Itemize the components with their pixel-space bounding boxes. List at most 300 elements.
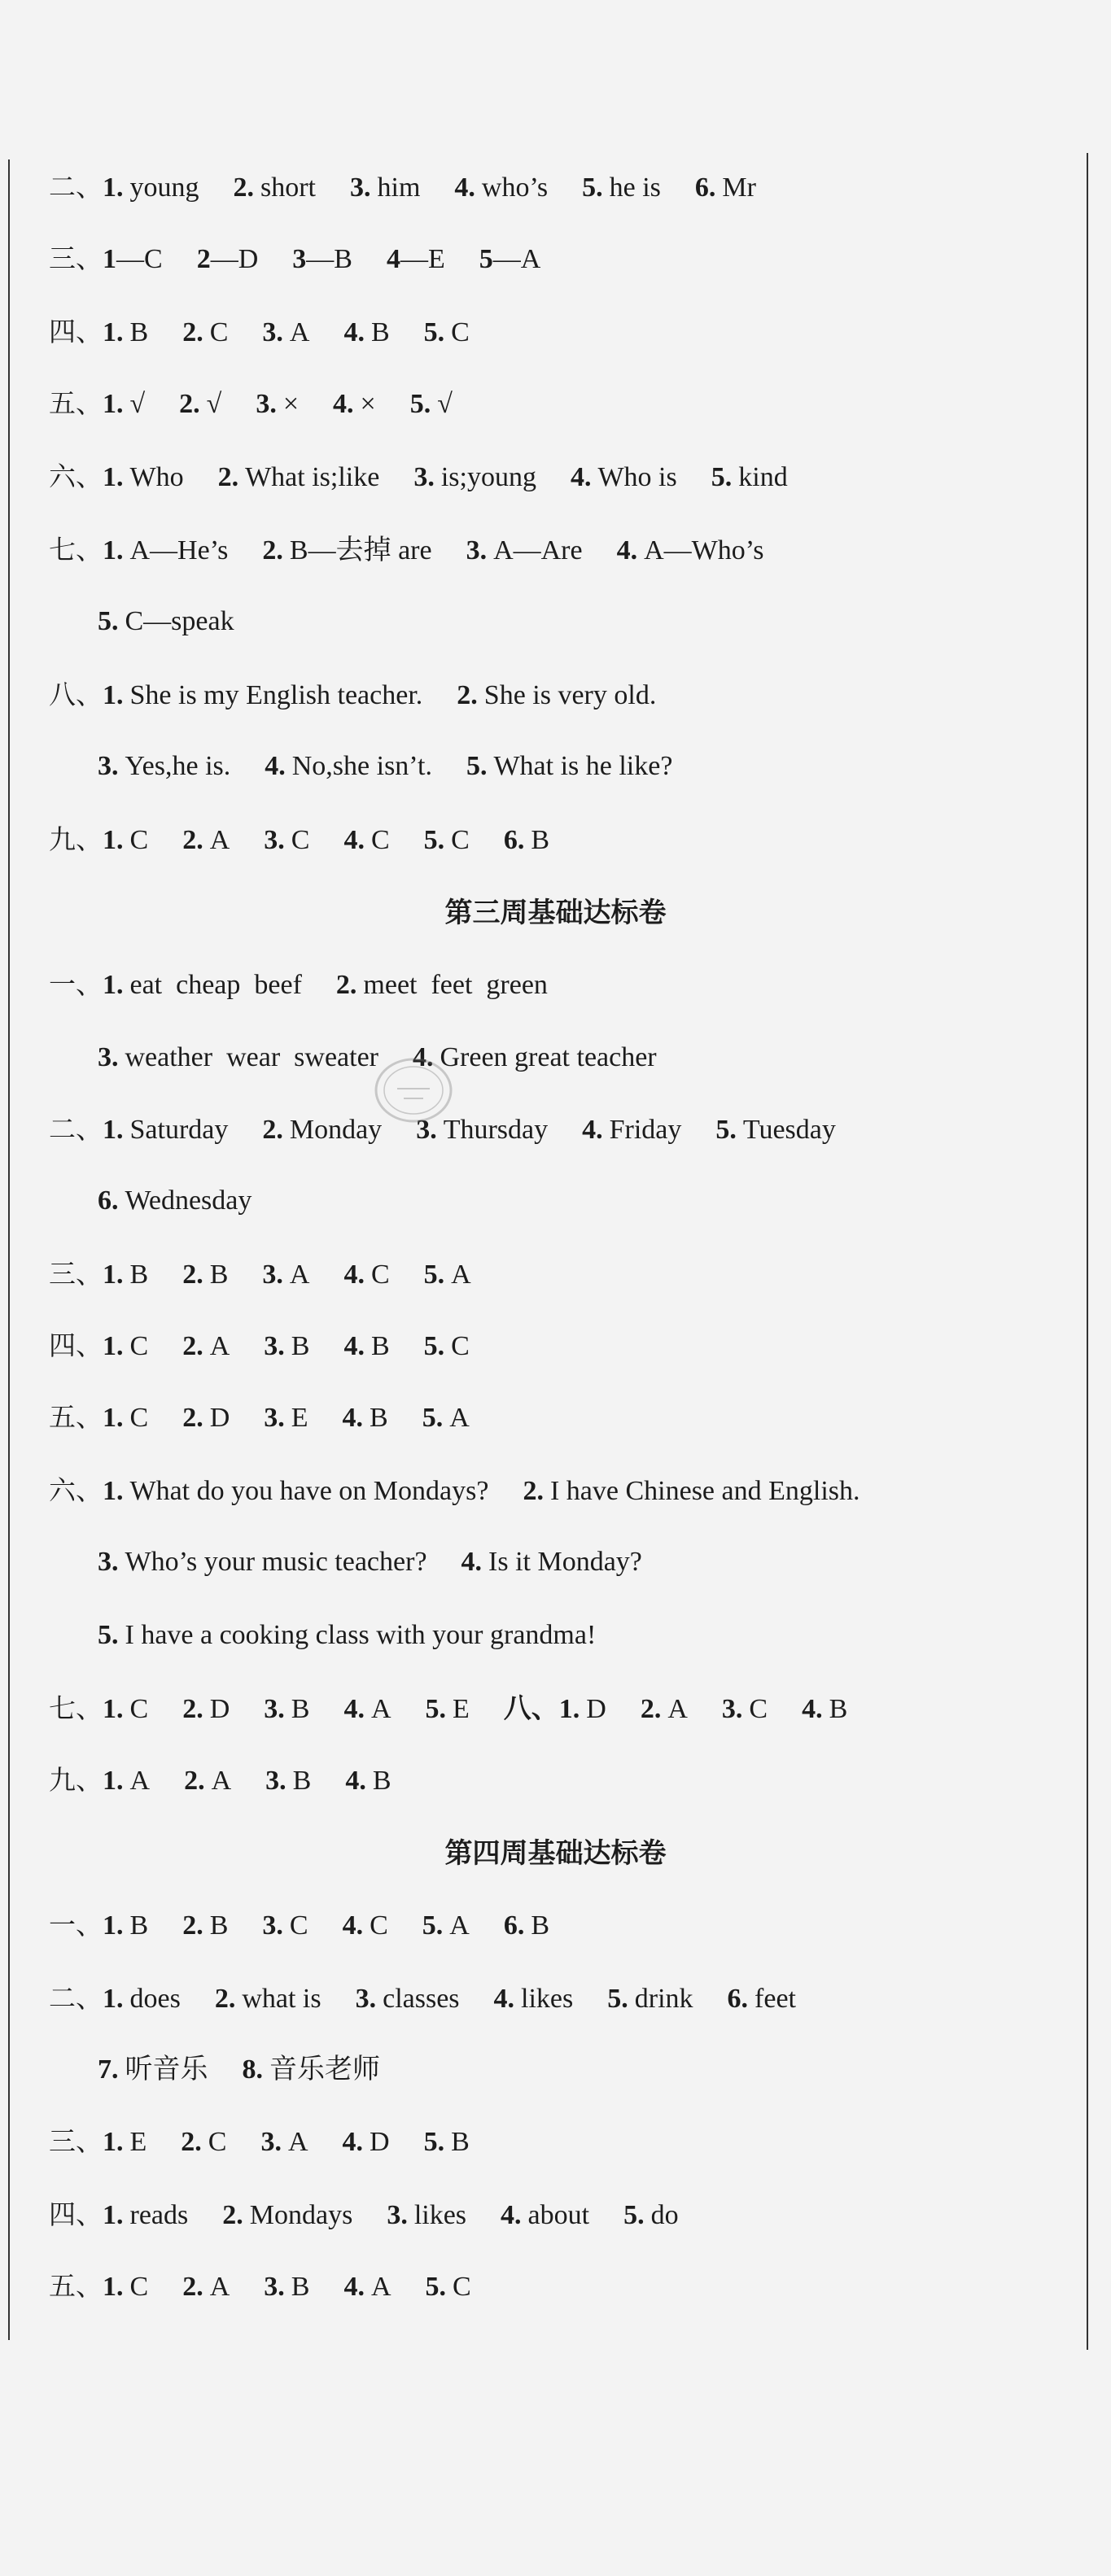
answer-text: meet feet green [363,970,548,1000]
answer-item [479,235,541,284]
answer-text: B [531,1910,549,1941]
answer-item [103,1106,228,1155]
answer-text: Green great teacher [440,1042,657,1072]
answer-item [262,526,431,575]
answer-item [182,308,228,357]
answer-text: weather wear sweater [125,1042,378,1072]
question-number: 2. [214,1984,236,2014]
answer-text: A [289,317,310,347]
question-number: 5. [607,1984,628,2014]
answer-text: C [129,1331,149,1361]
answer-item [336,961,548,1010]
question-number: 5. [422,1403,444,1433]
answer-text: 音乐老师 [269,2054,380,2085]
answer-item [501,2191,589,2240]
answer-text: She is very old. [483,680,657,710]
answer-text: likes [413,2200,467,2230]
answer-text: D [370,2127,390,2157]
answer-item [262,308,309,357]
question-number: 5. [425,1694,446,1724]
answer-item [422,1901,470,1950]
answer-text: C [289,1910,308,1941]
answer-item [182,1251,228,1299]
answer-text: C [451,317,470,347]
answer-item [333,380,376,429]
answer-text: classes [383,1984,460,2014]
question-number: 3. [265,1766,286,1796]
answer-item [98,1538,427,1587]
section-number: 三、 [49,2125,103,2157]
question-number: 2. [182,317,203,347]
answer-text: A [129,1766,151,1796]
answer-text: E [129,2127,147,2157]
question-number: 3. [413,462,435,492]
answer-text: C [129,1403,149,1433]
answer-text: —B [306,244,352,274]
question-number: 5. [409,389,431,419]
question-number: 4. [616,535,638,565]
answer-item [103,816,148,865]
answer-item [218,453,380,502]
question-number: 5. [582,172,603,203]
answer-line [49,1684,847,1733]
answer-item [461,1538,642,1587]
answer-item [103,1975,181,2024]
question-number: 6. [727,1984,749,2014]
answer-item [103,380,145,429]
question-number: 4. [501,2200,522,2230]
answer-item [179,380,221,429]
answer-text: A [209,2272,230,2302]
answer-text: do [650,2200,679,2230]
answer-item [504,1901,549,1950]
answer-item [243,2046,381,2094]
question-number: 5. [715,1115,737,1145]
answer-item [182,1901,228,1950]
answer-item [182,1685,230,1734]
question-number: 5. [466,751,488,781]
answer-line [49,2190,679,2239]
answer-item [343,1685,391,1734]
answer-text: A—Are [493,535,583,565]
answer-item [184,1757,231,1805]
section-number: 七、 [49,534,103,565]
section-number: 四、 [49,1329,103,1361]
question-number: 2. [222,2200,243,2230]
answer-text: B [129,1910,149,1941]
answer-item [426,1685,470,1734]
answer-text: Mondays [249,2200,353,2230]
answer-item [98,742,230,791]
answer-item [103,1757,150,1805]
answer-item [345,1757,391,1805]
answer-text: Yes,he is. [125,751,231,781]
section-number: 五、 [49,1401,103,1433]
answer-item [343,816,389,865]
question-number: 5. [98,1620,119,1650]
answer-text: D [586,1694,606,1724]
question-number: 5. [422,1910,444,1941]
question-number: 1. [103,535,124,565]
answer-text: A [211,1766,232,1796]
answer-line [49,2117,470,2166]
answer-text: B [370,1403,388,1433]
answer-item [457,671,656,720]
answer-text: She is my English teacher. [129,680,423,710]
answer-text: I have a cooking class with your grandma! [125,1620,597,1650]
question-number: 2. [457,680,478,710]
question-number: 4. [343,1260,365,1290]
answer-text: Friday [609,1115,682,1145]
question-number: 3. [262,1910,283,1941]
answer-text: B [531,825,549,855]
question-number: 3 [292,244,307,274]
answer-text: B [209,1910,229,1941]
question-number: 3. [355,1984,377,2014]
question-number: 2. [182,1260,203,1290]
question-number: 2. [181,2127,202,2157]
answer-text: Who’s your music teacher? [125,1547,427,1577]
answer-item [424,816,470,865]
answer-text: A [449,1910,470,1941]
answer-text: C [370,1260,390,1290]
answer-item [234,164,317,212]
answer-item [424,1251,471,1299]
answer-item [103,1322,148,1371]
answer-text: Saturday [129,1115,229,1145]
question-number: 6. [503,1910,525,1941]
question-number: 6. [503,825,525,855]
question-number: 4. [342,1910,364,1941]
answer-text: What is he like? [493,751,673,781]
section-number: 五、 [49,387,103,419]
answer-text: short [260,172,316,203]
question-number: 2. [182,1910,203,1941]
question-number: 4. [342,1403,364,1433]
section-number: 八、 [49,679,103,710]
question-number: 4. [265,751,286,781]
question-number: 1. [103,2200,124,2230]
answer-item [103,1394,148,1443]
question-number: 1. [103,1984,124,2014]
stamp-watermark-icon [365,1050,462,1131]
answer-text: Is it Monday? [488,1547,642,1577]
answer-text: Thursday [443,1115,549,1145]
answer-item [715,1106,836,1155]
answer-item [264,2263,309,2312]
answer-item [494,1975,574,2024]
question-number: 3. [264,1694,285,1724]
question-number: 4. [802,1694,823,1724]
question-number: 1. [103,825,124,855]
answer-text: B [829,1694,848,1724]
question-number: 4. [343,2272,365,2302]
answer-text: C [451,1331,470,1361]
answer-item [264,1685,309,1734]
answer-text: B [370,1331,390,1361]
answer-item [466,742,672,791]
section-title: 第四周基础达标卷 [444,1837,667,1870]
answer-line [49,960,548,1009]
answer-item [262,1251,309,1299]
answer-text: B [129,317,149,347]
question-number: 2. [182,2272,203,2302]
answer-text: A—He’s [129,535,229,565]
answer-line [49,2262,471,2311]
answer-text: B [209,1260,229,1290]
answer-text: B [129,1260,149,1290]
answer-text: A—Who’s [644,535,764,565]
question-number: 3. [416,1115,437,1145]
question-number: 3. [264,1403,285,1433]
section-title: 第三周基础达标卷 [444,897,667,929]
question-number: 2. [262,535,283,565]
answer-item [182,1394,230,1443]
answer-text: reads [129,2200,189,2230]
answer-item [222,2191,352,2240]
answer-item [582,164,661,212]
answer-text: is;young [440,462,536,492]
section-number: 五、 [49,2270,103,2302]
question-number: 1. [103,2127,124,2157]
question-number: 1. [103,317,124,347]
question-number: 2. [262,1115,283,1145]
answer-text: B [291,2272,310,2302]
answer-item [264,816,309,865]
answer-text: Monday [289,1115,383,1145]
answer-item [410,380,453,429]
answer-line [98,1177,252,1225]
question-number: 4. [343,1694,365,1724]
question-number: 3. [466,535,488,565]
answer-text: × [360,389,376,419]
question-number: 3. [264,2272,285,2302]
answer-item [343,2118,390,2167]
answer-item [504,1685,606,1734]
answer-text: C [451,825,470,855]
answer-line [49,163,756,212]
answer-text: B [451,2127,470,2157]
question-number: 1. [103,1476,124,1506]
answer-text: C [129,1694,149,1724]
section-number: 六、 [49,1474,103,1506]
answer-item [103,2263,148,2312]
question-number: 2. [217,462,239,492]
answer-line [49,379,453,428]
question-number: 3. [262,1260,283,1290]
answer-line [49,526,763,574]
answer-text: —C [116,244,163,274]
answer-line [49,1756,391,1805]
answer-text: E [291,1403,308,1433]
answer-item [103,961,302,1010]
answer-text: C [453,2272,471,2302]
answer-text: D [209,1403,230,1433]
answer-text: C [370,825,390,855]
question-number: 4. [412,1042,434,1072]
answer-item [343,1322,389,1371]
answer-item [264,1394,308,1443]
answer-text: √ [437,389,453,419]
answer-text: A [209,1331,230,1361]
answer-item [641,1685,688,1734]
answer-text: drink [634,1984,693,2014]
answer-text: Who [129,462,184,492]
answer-line [49,1250,471,1299]
answer-text: × [282,389,300,419]
answer-text: A [667,1694,688,1724]
question-number: 3. [350,172,371,203]
question-number: 4 [386,244,400,274]
answer-text: —A [492,244,541,274]
answer-item [350,164,420,212]
answer-text: E [453,1694,470,1724]
answer-text: eat cheap beef [129,970,302,1000]
question-number: 6. [98,1185,119,1216]
question-number: 5. [423,2127,445,2157]
question-number: 1. [103,462,124,492]
answer-text: √ [129,389,146,419]
answer-text: A [370,1694,391,1724]
question-number: 4. [342,2127,364,2157]
answer-item [103,1685,148,1734]
section-number: 九、 [49,823,103,855]
answer-line [49,670,656,719]
answer-item [182,2263,230,2312]
question-number: 4. [343,1331,365,1361]
answer-item [582,1106,681,1155]
answer-item [103,453,184,502]
right-margin-rule [1087,153,1088,2350]
question-number: 2. [182,825,203,855]
answer-text: likes [521,1984,574,2014]
question-number: 4. [345,1766,366,1796]
question-number: 2. [640,1694,662,1724]
answer-text: about [527,2200,590,2230]
answer-text: What is;like [245,462,380,492]
answer-item [623,2191,679,2240]
section-number: 六、 [49,461,103,492]
question-number: 3. [256,389,277,419]
answer-text: C [291,825,310,855]
question-number: 3. [264,825,285,855]
answer-item [523,1467,859,1516]
answer-line [98,1611,596,1660]
question-number: 3. [264,1331,285,1361]
answer-item [292,235,352,284]
question-number: 2 [196,244,211,274]
question-number: 5. [423,1260,445,1290]
question-number: 4. [333,389,354,419]
question-number: 1. [103,1260,124,1290]
answer-item [182,1322,230,1371]
answer-item [103,235,163,284]
answer-text: B—去掉 are [289,535,432,565]
answer-text: B [292,1766,312,1796]
answer-item [607,1975,693,2024]
answer-item [343,1901,388,1950]
answer-line [49,1466,860,1515]
answer-item [387,235,445,284]
answer-item [98,2046,208,2094]
answer-item [98,597,234,646]
answer-text: him [377,172,421,203]
section-number: 二、 [49,1113,103,1145]
question-number: 4. [582,1115,603,1145]
answer-item [695,164,756,212]
answer-item [103,308,148,357]
answer-item [262,1901,308,1950]
question-number: 4. [454,172,475,203]
answer-line [98,597,234,646]
answer-text: I have Chinese and English. [549,1476,860,1506]
question-number: 7. [98,2054,119,2085]
question-number: 3. [98,1042,119,1072]
answer-text: kind [738,462,788,492]
question-number: 2. [233,172,254,203]
question-number: 5 [479,244,493,274]
question-number: 2. [523,1476,544,1506]
answer-item [256,380,299,429]
question-number: 2. [182,1694,203,1724]
answer-item [343,1251,389,1299]
answer-line [49,1974,796,2023]
question-number: 1. [103,389,124,419]
section-number: 四、 [49,2198,103,2230]
section-number: 九、 [49,1764,103,1796]
answer-item [466,526,583,575]
answer-text: C [209,317,229,347]
answer-text: A [451,1260,471,1290]
answer-line [98,1538,642,1587]
answer-item [103,671,422,720]
answer-item [103,1901,148,1950]
answer-line [98,2046,380,2094]
answer-text: A [370,2272,391,2302]
question-number: 6. [694,172,716,203]
question-number: 1. [103,2272,124,2302]
answer-item [343,2263,391,2312]
answer-item [103,526,228,575]
answer-item [103,2191,188,2240]
question-number: 1. [103,172,124,203]
question-number: 8. [242,2054,263,2085]
answer-text: C [749,1694,768,1724]
answer-item [265,742,432,791]
answer-text: C [129,2272,149,2302]
answer-text: A [209,825,230,855]
question-number: 2. [182,1331,203,1361]
question-number: 1. [103,1910,124,1941]
answer-item [103,2118,147,2167]
answer-line [49,308,470,356]
answer-item [98,1033,378,1082]
answer-text: feet [755,1984,796,2014]
answer-text: A [287,2127,308,2157]
question-number: 八、1. [503,1694,580,1724]
question-number: 2. [179,389,200,419]
answer-text: does [129,1984,181,2014]
section-number: 四、 [49,316,103,347]
question-number: 5. [98,606,119,636]
question-number: 1. [103,1766,124,1796]
answer-line [49,1901,549,1949]
section-number: 一、 [49,968,103,1000]
answer-item [454,164,548,212]
answer-item [617,526,764,575]
question-number: 2. [335,970,357,1000]
question-number: 3. [98,751,119,781]
